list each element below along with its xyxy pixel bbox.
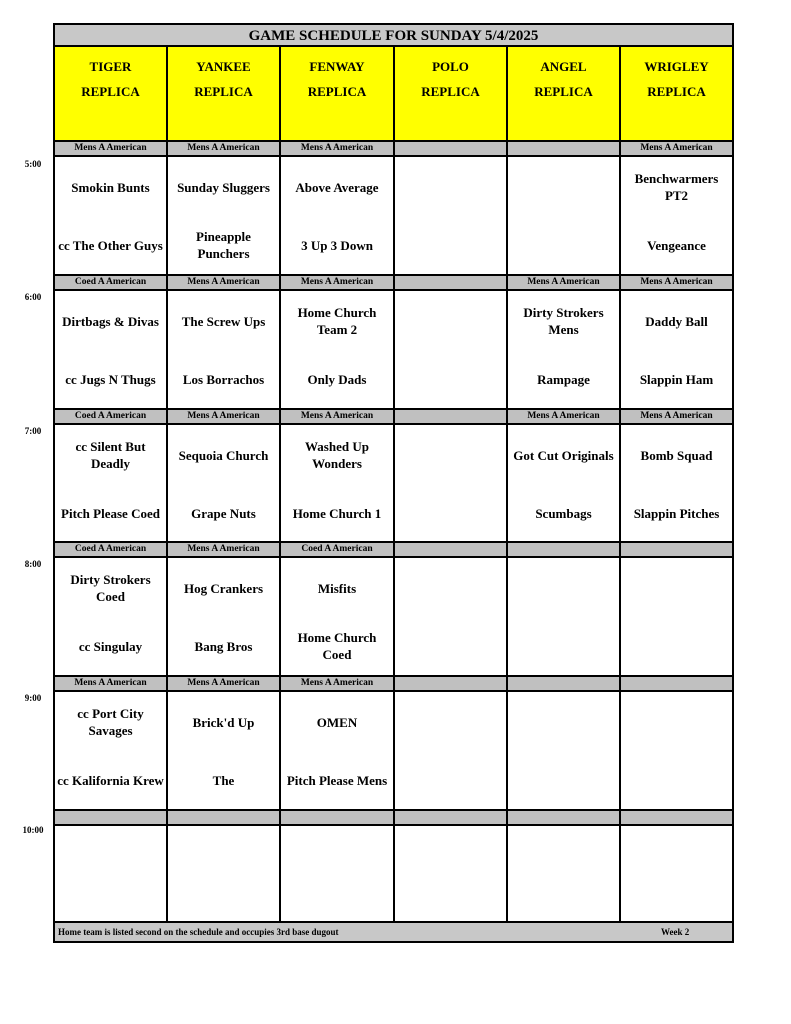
visiting-team: Benchwarmers PT2 bbox=[634, 171, 719, 203]
game-cell bbox=[395, 692, 508, 809]
visiting-team: Above Average bbox=[295, 179, 379, 195]
division-label: Mens A American bbox=[508, 408, 621, 425]
division-label bbox=[395, 274, 508, 291]
visiting-team: Dirtbags & Divas bbox=[62, 313, 159, 329]
visiting-team: Brick'd Up bbox=[192, 714, 255, 730]
division-label bbox=[395, 408, 508, 425]
home-team: Only Dads bbox=[307, 371, 367, 387]
visiting-team bbox=[623, 702, 730, 742]
division-label: Mens A American bbox=[621, 274, 732, 291]
schedule-title: GAME SCHEDULE FOR SUNDAY 5/4/2025 bbox=[55, 25, 732, 47]
division-label: Mens A American bbox=[55, 140, 168, 157]
home-team: The bbox=[212, 772, 235, 788]
division-label: Mens A American bbox=[168, 675, 281, 692]
game-cell bbox=[168, 692, 281, 809]
game-cell bbox=[508, 157, 621, 274]
home-team bbox=[397, 760, 504, 800]
game-cell bbox=[55, 291, 168, 408]
game-cell bbox=[168, 291, 281, 408]
field-header-1 bbox=[168, 47, 281, 140]
field-header-4 bbox=[508, 47, 621, 140]
division-label bbox=[508, 809, 621, 826]
home-team: Scumbags bbox=[535, 505, 592, 521]
visiting-team bbox=[170, 836, 277, 876]
division-label: Mens A American bbox=[55, 675, 168, 692]
home-team: cc Jugs N Thugs bbox=[65, 371, 156, 387]
visiting-team bbox=[510, 167, 617, 207]
field-type: REPLICA bbox=[647, 84, 706, 99]
visiting-team bbox=[623, 568, 730, 608]
division-label: Coed A American bbox=[55, 274, 168, 291]
home-team: Pitch Please Mens bbox=[286, 772, 388, 788]
game-cell bbox=[621, 558, 732, 675]
game-cell bbox=[168, 157, 281, 274]
visiting-team: OMEN bbox=[316, 714, 358, 730]
game-cell bbox=[281, 291, 395, 408]
field-name: POLO bbox=[432, 59, 469, 74]
time-slot-label: 5:00 bbox=[24, 159, 42, 169]
home-team: Bang Bros bbox=[194, 638, 253, 654]
home-team bbox=[510, 760, 617, 800]
division-label bbox=[621, 809, 732, 826]
game-cell bbox=[395, 826, 508, 921]
division-label bbox=[621, 675, 732, 692]
game-cell bbox=[395, 291, 508, 408]
division-label bbox=[508, 140, 621, 157]
field-type: REPLICA bbox=[534, 84, 593, 99]
home-team: Pineapple Punchers bbox=[196, 229, 251, 261]
field-type: REPLICA bbox=[421, 84, 480, 99]
visiting-team: cc Silent But Deadly bbox=[75, 439, 146, 471]
game-cell bbox=[55, 826, 168, 921]
division-label: Mens A American bbox=[281, 274, 395, 291]
home-team bbox=[283, 894, 391, 934]
game-cell bbox=[621, 157, 732, 274]
field-header-5 bbox=[621, 47, 732, 140]
schedule-table bbox=[53, 23, 734, 943]
division-label bbox=[395, 675, 508, 692]
field-name: WRIGLEY bbox=[644, 59, 709, 74]
game-cell bbox=[55, 425, 168, 542]
field-header-3 bbox=[395, 47, 508, 140]
game-cell bbox=[621, 692, 732, 809]
visiting-team: Washed Up Wonders bbox=[305, 439, 369, 471]
division-label bbox=[508, 541, 621, 558]
field-name: ANGEL bbox=[540, 59, 587, 74]
visiting-team bbox=[397, 301, 504, 341]
division-label bbox=[621, 541, 732, 558]
home-team: cc The Other Guys bbox=[58, 237, 163, 253]
home-team: 3 Up 3 Down bbox=[301, 237, 373, 253]
division-label: Mens A American bbox=[508, 274, 621, 291]
home-team: Slappin Ham bbox=[639, 371, 714, 387]
game-cell bbox=[281, 826, 395, 921]
visiting-team bbox=[57, 836, 164, 876]
game-cell bbox=[508, 425, 621, 542]
field-header-2 bbox=[281, 47, 395, 140]
visiting-team: Sequoia Church bbox=[178, 447, 269, 463]
visiting-team bbox=[510, 836, 617, 876]
division-label bbox=[508, 675, 621, 692]
visiting-team: Dirty Strokers Coed bbox=[70, 572, 151, 604]
division-label bbox=[55, 809, 168, 826]
visiting-team bbox=[283, 836, 391, 876]
game-cell bbox=[281, 157, 395, 274]
home-team: Home Church Coed bbox=[297, 630, 377, 662]
time-slot-label: 10:00 bbox=[22, 825, 44, 835]
visiting-team bbox=[623, 836, 730, 876]
division-label: Mens A American bbox=[281, 408, 395, 425]
home-team: Rampage bbox=[537, 371, 590, 387]
home-team bbox=[623, 894, 730, 934]
game-cell bbox=[621, 425, 732, 542]
game-cell bbox=[395, 425, 508, 542]
visiting-team: Bomb Squad bbox=[640, 447, 713, 463]
time-slot-label: 8:00 bbox=[24, 559, 42, 569]
visiting-team bbox=[397, 702, 504, 742]
field-header-0 bbox=[55, 47, 168, 140]
division-label: Coed A American bbox=[281, 541, 395, 558]
field-type: REPLICA bbox=[307, 84, 367, 99]
visiting-team: Home Church Team 2 bbox=[297, 305, 377, 337]
visiting-team: Dirty Strokers Mens bbox=[523, 305, 604, 337]
division-label bbox=[281, 809, 395, 826]
home-team bbox=[397, 626, 504, 666]
home-team: Los Borrachos bbox=[182, 371, 265, 387]
game-cell bbox=[281, 692, 395, 809]
field-type: REPLICA bbox=[194, 84, 253, 99]
division-label: Mens A American bbox=[168, 408, 281, 425]
home-team: Slappin Pitches bbox=[633, 505, 720, 521]
home-team bbox=[397, 894, 504, 934]
field-type: REPLICA bbox=[81, 84, 140, 99]
home-team: Grape Nuts bbox=[191, 505, 256, 521]
home-team bbox=[510, 626, 617, 666]
home-team bbox=[623, 626, 730, 666]
field-name: YANKEE bbox=[196, 59, 251, 74]
visiting-team: Got Cut Originals bbox=[513, 447, 614, 463]
game-cell bbox=[281, 425, 395, 542]
game-cell bbox=[508, 291, 621, 408]
game-cell bbox=[168, 558, 281, 675]
visiting-team: cc Port City Savages bbox=[77, 706, 144, 738]
visiting-team bbox=[510, 702, 617, 742]
home-team bbox=[170, 894, 277, 934]
division-label bbox=[168, 809, 281, 826]
visiting-team: Misfits bbox=[317, 580, 357, 596]
division-label: Mens A American bbox=[281, 675, 395, 692]
home-team bbox=[397, 359, 504, 399]
game-cell bbox=[508, 826, 621, 921]
home-team bbox=[397, 493, 504, 533]
home-team: Home Church 1 bbox=[292, 505, 382, 521]
game-cell bbox=[621, 291, 732, 408]
visiting-team bbox=[397, 167, 504, 207]
visiting-team: Daddy Ball bbox=[645, 313, 708, 329]
time-slot-label: 7:00 bbox=[24, 426, 42, 436]
game-cell bbox=[621, 826, 732, 921]
division-label: Mens A American bbox=[281, 140, 395, 157]
home-team: cc Kalifornia Krew bbox=[57, 772, 164, 788]
field-name: FENWAY bbox=[309, 59, 365, 74]
visiting-team bbox=[397, 836, 504, 876]
home-team bbox=[510, 894, 617, 934]
game-cell bbox=[168, 826, 281, 921]
game-cell bbox=[395, 558, 508, 675]
field-name: TIGER bbox=[89, 59, 132, 74]
division-label: Mens A American bbox=[168, 274, 281, 291]
home-team bbox=[510, 225, 617, 265]
week-label: Week 2 bbox=[661, 927, 690, 937]
visiting-team: Hog Crankers bbox=[183, 580, 264, 596]
visiting-team bbox=[397, 435, 504, 475]
game-cell bbox=[508, 692, 621, 809]
game-cell bbox=[168, 425, 281, 542]
time-slot-label: 9:00 bbox=[24, 693, 42, 703]
game-cell bbox=[508, 558, 621, 675]
home-team bbox=[57, 894, 164, 934]
game-cell bbox=[55, 692, 168, 809]
home-team: Vengeance bbox=[647, 237, 706, 253]
visiting-team: Sunday Sluggers bbox=[177, 179, 270, 195]
division-label bbox=[395, 140, 508, 157]
game-cell bbox=[55, 157, 168, 274]
time-slot-label: 6:00 bbox=[24, 292, 42, 302]
division-label bbox=[395, 541, 508, 558]
game-cell bbox=[395, 157, 508, 274]
visiting-team bbox=[510, 568, 617, 608]
game-cell bbox=[281, 558, 395, 675]
division-label: Mens A American bbox=[168, 541, 281, 558]
division-label: Mens A American bbox=[168, 140, 281, 157]
visiting-team: The Screw Ups bbox=[181, 313, 266, 329]
visiting-team bbox=[397, 568, 504, 608]
division-label: Coed A American bbox=[55, 541, 168, 558]
division-label: Coed A American bbox=[55, 408, 168, 425]
home-team bbox=[397, 225, 504, 265]
home-team bbox=[623, 760, 730, 800]
division-label: Mens A American bbox=[621, 140, 732, 157]
home-team-note: Home team is listed second on the schedule and occupies 3rd base dugout bbox=[58, 927, 339, 937]
home-team: cc Singulay bbox=[78, 638, 143, 654]
division-label bbox=[395, 809, 508, 826]
game-cell bbox=[55, 558, 168, 675]
home-team: Pitch Please Coed bbox=[61, 505, 160, 521]
division-label: Mens A American bbox=[621, 408, 732, 425]
visiting-team: Smokin Bunts bbox=[71, 179, 150, 195]
